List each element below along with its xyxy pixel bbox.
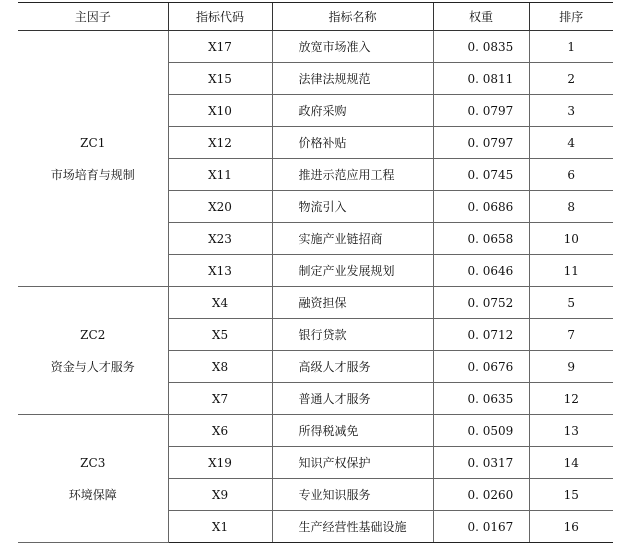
main-factor-code: ZC1 xyxy=(80,135,106,150)
rank-cell: 9 xyxy=(529,351,613,383)
main-factor-cell xyxy=(18,31,168,287)
indicator-name-cell: 普通人才服务 xyxy=(272,383,433,415)
header-row xyxy=(18,3,613,31)
indicator-code-cell: X11 xyxy=(168,159,272,191)
indicator-name-cell: 知识产权保护 xyxy=(272,447,433,479)
table-body xyxy=(18,31,613,543)
indicator-name-cell: 法律法规规范 xyxy=(272,63,433,95)
factor-table-container xyxy=(18,2,613,543)
main-factor-name: 环境保障 xyxy=(68,487,117,502)
main-factor-code: ZC3 xyxy=(80,455,106,470)
indicator-name-cell: 生产经营性基础设施 xyxy=(272,511,433,543)
rank-cell: 15 xyxy=(529,479,613,511)
weight-cell: 0. 0317 xyxy=(433,447,529,479)
rank-cell: 11 xyxy=(529,255,613,287)
indicator-code-cell: X9 xyxy=(168,479,272,511)
indicator-code-cell: X12 xyxy=(168,127,272,159)
rank-cell: 13 xyxy=(529,415,613,447)
main-factor-cell xyxy=(18,287,168,415)
indicator-code-cell: X23 xyxy=(168,223,272,255)
indicator-name-cell: 物流引入 xyxy=(272,191,433,223)
indicator-code-cell: X13 xyxy=(168,255,272,287)
indicator-name-cell: 制定产业发展规划 xyxy=(272,255,433,287)
indicator-code-cell: X4 xyxy=(168,287,272,319)
indicator-name-cell: 政府采购 xyxy=(272,95,433,127)
weight-cell: 0. 0797 xyxy=(433,95,529,127)
rank-cell: 4 xyxy=(529,127,613,159)
weight-cell: 0. 0745 xyxy=(433,159,529,191)
weight-cell: 0. 0797 xyxy=(433,127,529,159)
weight-cell: 0. 0676 xyxy=(433,351,529,383)
indicator-code-cell: X7 xyxy=(168,383,272,415)
indicator-code-cell: X5 xyxy=(168,319,272,351)
rank-cell: 14 xyxy=(529,447,613,479)
indicator-name-cell: 所得税减免 xyxy=(272,415,433,447)
indicator-name-cell: 银行贷款 xyxy=(272,319,433,351)
indicator-name-cell: 价格补贴 xyxy=(272,127,433,159)
weight-cell: 0. 0635 xyxy=(433,383,529,415)
indicator-name-cell: 实施产业链招商 xyxy=(272,223,433,255)
header-weight: 权重 xyxy=(433,3,529,31)
indicator-name-cell: 高级人才服务 xyxy=(272,351,433,383)
rank-cell: 2 xyxy=(529,63,613,95)
weight-cell: 0. 0752 xyxy=(433,287,529,319)
main-factor-name: 市场培育与规制 xyxy=(50,167,135,182)
rank-cell: 16 xyxy=(529,511,613,543)
rank-cell: 8 xyxy=(529,191,613,223)
weight-cell: 0. 0835 xyxy=(433,31,529,63)
table-row xyxy=(18,287,613,319)
indicator-code-cell: X17 xyxy=(168,31,272,63)
indicator-code-cell: X1 xyxy=(168,511,272,543)
indicator-code-cell: X6 xyxy=(168,415,272,447)
rank-cell: 6 xyxy=(529,159,613,191)
weight-cell: 0. 0167 xyxy=(433,511,529,543)
weight-cell: 0. 0811 xyxy=(433,63,529,95)
table-row xyxy=(18,31,613,63)
indicator-name-cell: 推进示范应用工程 xyxy=(272,159,433,191)
weight-cell: 0. 0509 xyxy=(433,415,529,447)
indicator-name-cell: 专业知识服务 xyxy=(272,479,433,511)
weight-cell: 0. 0646 xyxy=(433,255,529,287)
rank-cell: 1 xyxy=(529,31,613,63)
indicator-name-cell: 融资担保 xyxy=(272,287,433,319)
header-indicator-code: 指标代码 xyxy=(168,3,272,31)
header-main-factor: 主因子 xyxy=(18,3,168,31)
indicator-code-cell: X15 xyxy=(168,63,272,95)
factor-weight-table xyxy=(18,2,613,543)
main-factor-code: ZC2 xyxy=(80,327,106,342)
indicator-code-cell: X10 xyxy=(168,95,272,127)
main-factor-name: 资金与人才服务 xyxy=(50,359,135,374)
header-rank: 排序 xyxy=(529,3,613,31)
rank-cell: 7 xyxy=(529,319,613,351)
indicator-code-cell: X19 xyxy=(168,447,272,479)
indicator-code-cell: X20 xyxy=(168,191,272,223)
weight-cell: 0. 0658 xyxy=(433,223,529,255)
rank-cell: 5 xyxy=(529,287,613,319)
weight-cell: 0. 0686 xyxy=(433,191,529,223)
indicator-code-cell: X8 xyxy=(168,351,272,383)
rank-cell: 10 xyxy=(529,223,613,255)
weight-cell: 0. 0712 xyxy=(433,319,529,351)
table-row xyxy=(18,415,613,447)
indicator-name-cell: 放宽市场准入 xyxy=(272,31,433,63)
main-factor-cell xyxy=(18,415,168,543)
header-indicator-name: 指标名称 xyxy=(272,3,433,31)
rank-cell: 3 xyxy=(529,95,613,127)
weight-cell: 0. 0260 xyxy=(433,479,529,511)
rank-cell: 12 xyxy=(529,383,613,415)
